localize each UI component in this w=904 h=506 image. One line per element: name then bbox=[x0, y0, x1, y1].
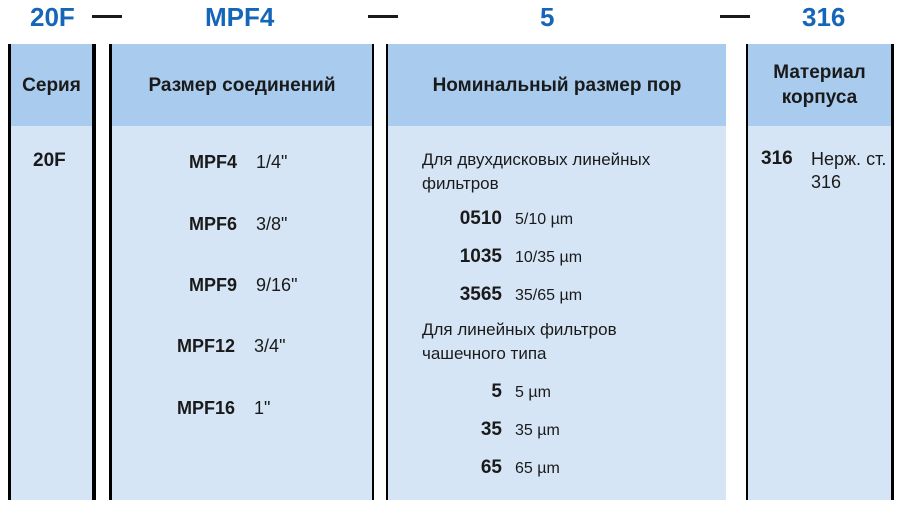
pore-code: 3565 bbox=[459, 284, 502, 305]
dash-separator bbox=[368, 15, 398, 18]
column-gap bbox=[374, 44, 386, 500]
connection-size: 1/4" bbox=[256, 152, 288, 172]
dash-separator bbox=[720, 15, 750, 18]
series-value: 20F bbox=[33, 150, 66, 171]
connection-row bbox=[177, 398, 270, 419]
connection-code: MPF12 bbox=[177, 336, 236, 356]
pore-value: 5 µm bbox=[515, 384, 551, 401]
pore-code: 5 bbox=[491, 381, 502, 402]
code-pore: 5 bbox=[540, 2, 555, 32]
connection-code: MPF16 bbox=[177, 398, 236, 418]
connection-code: MPF6 bbox=[189, 214, 238, 234]
connection-column bbox=[112, 44, 372, 500]
material-code: 316 bbox=[761, 148, 793, 169]
connection-header: Размер соединений bbox=[112, 44, 372, 126]
material-column bbox=[748, 44, 891, 500]
pore-column bbox=[388, 44, 726, 500]
connection-code: MPF9 bbox=[189, 275, 238, 295]
pore-code: 35 bbox=[480, 419, 502, 440]
connection-row bbox=[177, 336, 285, 357]
pore-code: 1035 bbox=[459, 246, 502, 267]
material-description: Нерж. ст. 316 bbox=[811, 149, 887, 192]
pore-value: 35 µm bbox=[515, 422, 560, 439]
column-gap bbox=[726, 44, 746, 500]
pore-header: Номинальный размер пор bbox=[388, 44, 726, 126]
series-header: Серия bbox=[11, 44, 92, 126]
connection-code: MPF4 bbox=[189, 152, 238, 172]
pore-value: 65 µm bbox=[515, 460, 560, 477]
pore-section-note: Для двухдисковых линейных фильтров bbox=[422, 150, 651, 193]
connection-row bbox=[189, 152, 287, 173]
connection-row bbox=[189, 275, 297, 296]
connection-row bbox=[189, 214, 287, 235]
code-series: 20F bbox=[30, 2, 75, 32]
pore-value: 35/65 µm bbox=[515, 287, 583, 304]
series-column bbox=[11, 44, 92, 500]
ordering-table bbox=[8, 44, 894, 500]
pore-value: 5/10 µm bbox=[515, 211, 574, 228]
column-gap bbox=[96, 44, 109, 500]
connection-size: 3/8" bbox=[256, 214, 288, 234]
pore-section-note: Для линейных фильтров чашечного типа bbox=[422, 320, 617, 363]
code-material: 316 bbox=[802, 2, 846, 32]
connection-size: 1" bbox=[254, 398, 271, 418]
connection-size: 3/4" bbox=[254, 336, 286, 356]
pore-code: 65 bbox=[480, 457, 502, 478]
dash-separator bbox=[92, 15, 122, 18]
pore-code: 0510 bbox=[459, 208, 502, 229]
material-header: Материал корпуса bbox=[748, 44, 891, 126]
pore-value: 10/35 µm bbox=[515, 249, 583, 266]
connection-size: 9/16" bbox=[256, 275, 298, 295]
code-connection: MPF4 bbox=[205, 2, 275, 32]
